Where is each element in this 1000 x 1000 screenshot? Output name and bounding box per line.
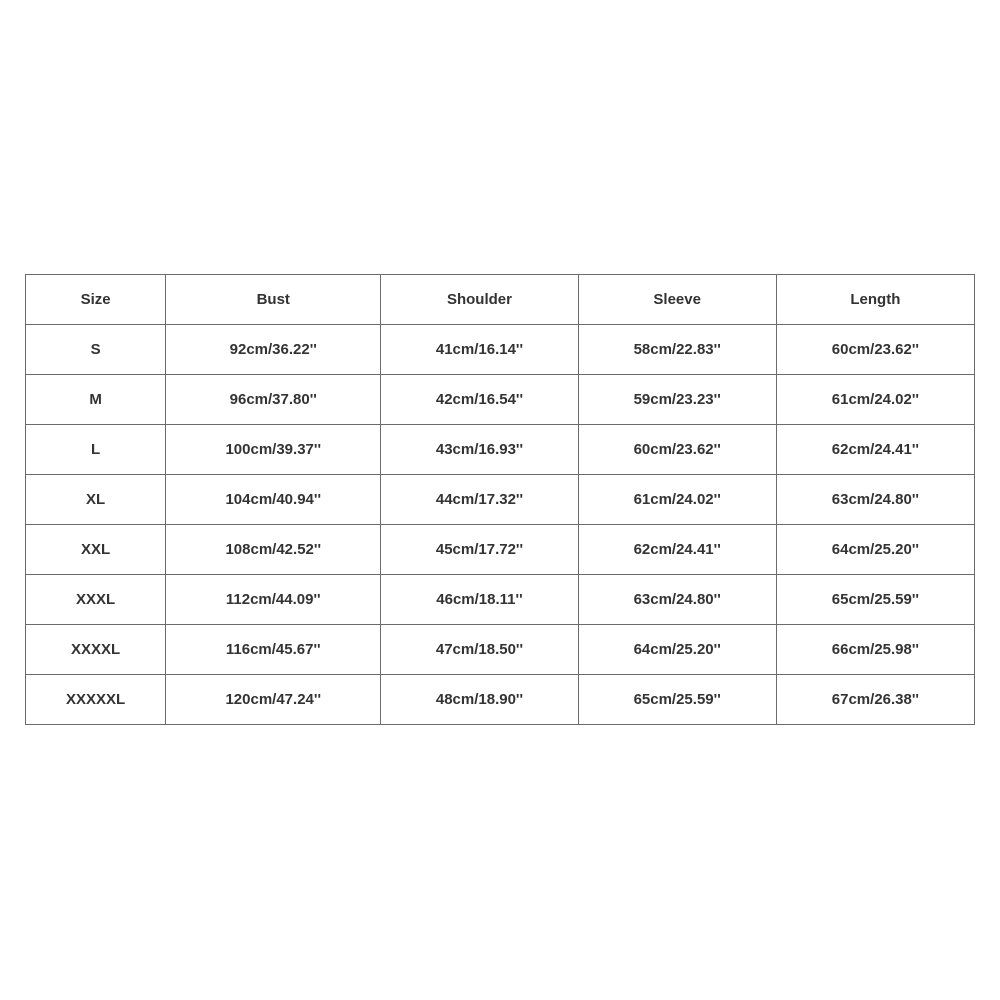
header-row <box>26 275 975 325</box>
table-row <box>26 625 975 675</box>
header-bust: Bust <box>166 275 381 325</box>
cell-shoulder: 48cm/18.90'' <box>381 675 578 725</box>
cell-length: 66cm/25.98'' <box>776 625 974 675</box>
cell-size: XXL <box>26 525 166 575</box>
cell-sleeve: 62cm/24.41'' <box>578 525 776 575</box>
cell-length: 65cm/25.59'' <box>776 575 974 625</box>
table-row <box>26 375 975 425</box>
cell-size: XXXXXL <box>26 675 166 725</box>
cell-length: 67cm/26.38'' <box>776 675 974 725</box>
cell-bust: 92cm/36.22'' <box>166 325 381 375</box>
table-row <box>26 475 975 525</box>
cell-length: 64cm/25.20'' <box>776 525 974 575</box>
table-row <box>26 425 975 475</box>
cell-bust: 96cm/37.80'' <box>166 375 381 425</box>
cell-size: XXXL <box>26 575 166 625</box>
cell-sleeve: 63cm/24.80'' <box>578 575 776 625</box>
cell-shoulder: 43cm/16.93'' <box>381 425 578 475</box>
cell-size: XXXXL <box>26 625 166 675</box>
header-sleeve: Sleeve <box>578 275 776 325</box>
cell-length: 62cm/24.41'' <box>776 425 974 475</box>
cell-bust: 100cm/39.37'' <box>166 425 381 475</box>
header-length: Length <box>776 275 974 325</box>
cell-bust: 108cm/42.52'' <box>166 525 381 575</box>
cell-length: 63cm/24.80'' <box>776 475 974 525</box>
cell-length: 60cm/23.62'' <box>776 325 974 375</box>
table-row <box>26 575 975 625</box>
table-row <box>26 525 975 575</box>
cell-size: XL <box>26 475 166 525</box>
cell-bust: 104cm/40.94'' <box>166 475 381 525</box>
cell-shoulder: 41cm/16.14'' <box>381 325 578 375</box>
cell-bust: 116cm/45.67'' <box>166 625 381 675</box>
header-shoulder: Shoulder <box>381 275 578 325</box>
table-row <box>26 675 975 725</box>
header-size: Size <box>26 275 166 325</box>
cell-size: S <box>26 325 166 375</box>
cell-sleeve: 60cm/23.62'' <box>578 425 776 475</box>
cell-shoulder: 45cm/17.72'' <box>381 525 578 575</box>
cell-size: L <box>26 425 166 475</box>
cell-shoulder: 46cm/18.11'' <box>381 575 578 625</box>
cell-sleeve: 64cm/25.20'' <box>578 625 776 675</box>
size-chart-table <box>25 274 975 725</box>
cell-sleeve: 58cm/22.83'' <box>578 325 776 375</box>
cell-shoulder: 47cm/18.50'' <box>381 625 578 675</box>
cell-sleeve: 61cm/24.02'' <box>578 475 776 525</box>
cell-bust: 112cm/44.09'' <box>166 575 381 625</box>
cell-shoulder: 42cm/16.54'' <box>381 375 578 425</box>
cell-sleeve: 65cm/25.59'' <box>578 675 776 725</box>
cell-length: 61cm/24.02'' <box>776 375 974 425</box>
table-row <box>26 325 975 375</box>
cell-sleeve: 59cm/23.23'' <box>578 375 776 425</box>
cell-shoulder: 44cm/17.32'' <box>381 475 578 525</box>
cell-size: M <box>26 375 166 425</box>
cell-bust: 120cm/47.24'' <box>166 675 381 725</box>
